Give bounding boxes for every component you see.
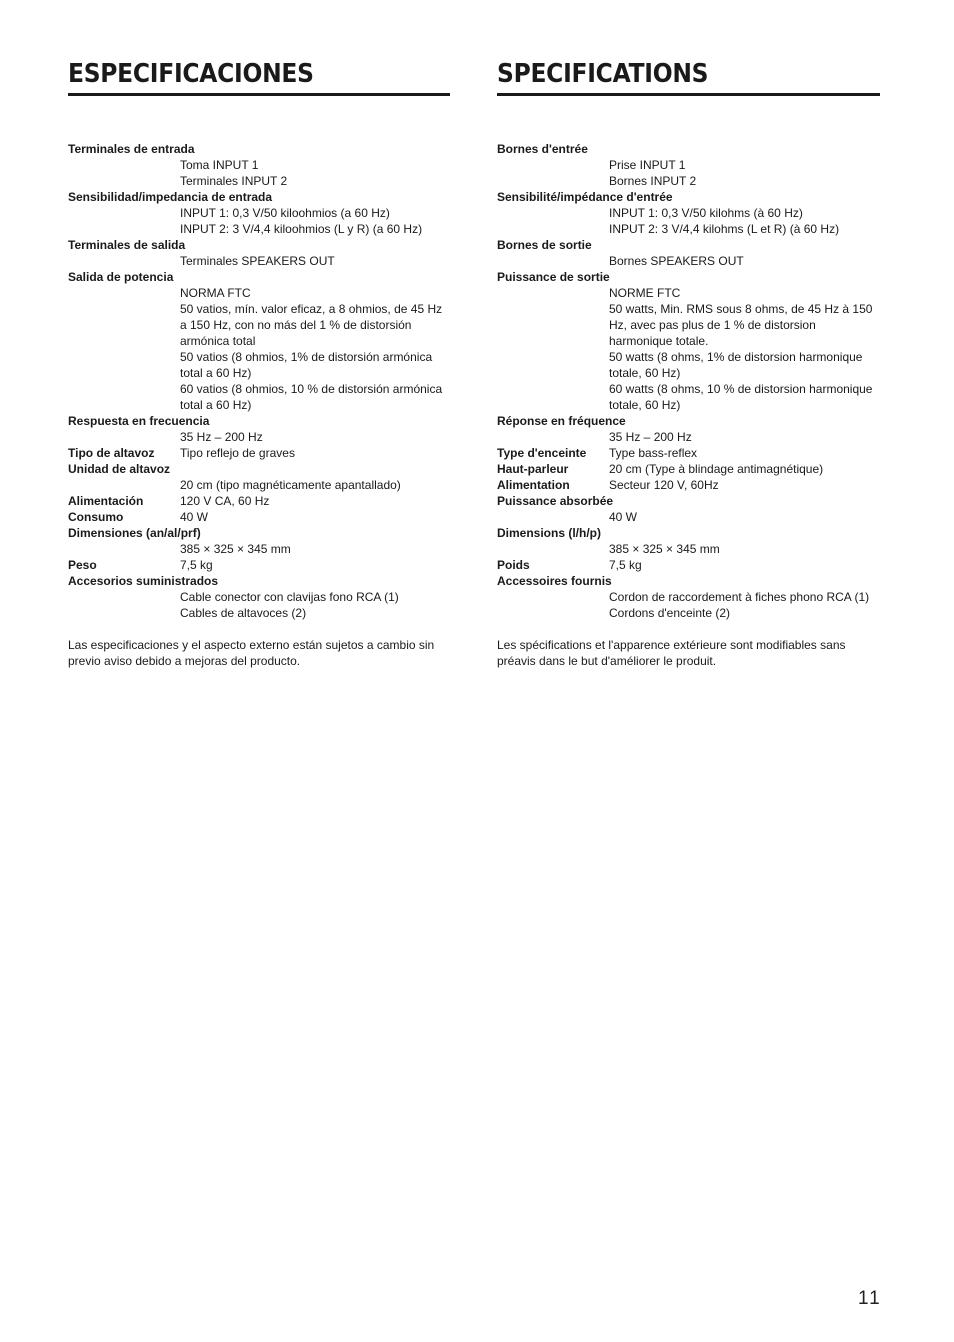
spec-label: Haut-parleur <box>497 462 569 476</box>
spec-value: Secteur 120 V, 60Hz <box>609 478 719 492</box>
spec-value: Prise INPUT 1 <box>609 158 686 172</box>
spec-item <box>497 557 880 573</box>
spec-value: NORMA FTC <box>180 286 251 300</box>
spec-values <box>609 509 880 525</box>
spanish-spec-list <box>68 141 450 621</box>
spec-value: Toma INPUT 1 <box>180 158 259 172</box>
spec-label: Puissance de sortie <box>497 270 610 284</box>
spec-value: 40 W <box>609 510 638 524</box>
spec-values <box>609 285 880 413</box>
spec-value: 60 watts (8 ohms, 10 % de distorsion harmonique totale, 60 Hz) <box>609 382 873 412</box>
spanish-column <box>68 58 450 681</box>
spec-value: INPUT 2: 3 V/4,4 kilohms (L et R) (à 60 Hz) <box>609 222 840 236</box>
spec-value: 60 vatios (8 ohmios, 10 % de distorsión armónica total a 60 Hz) <box>180 382 443 412</box>
french-title: SPECIFICATIONS <box>497 59 709 89</box>
spec-value: Cables de altavoces (2) <box>180 606 307 620</box>
spanish-title: ESPECIFICACIONES <box>68 59 314 89</box>
spec-values <box>180 157 450 189</box>
spec-value: Terminales SPEAKERS OUT <box>180 254 335 268</box>
spec-values <box>180 493 450 509</box>
spec-values <box>609 589 880 621</box>
spec-item <box>68 141 450 189</box>
spec-value: 7,5 kg <box>180 558 213 572</box>
spec-label: Type d'enceinte <box>497 446 587 460</box>
spec-values <box>609 429 880 445</box>
spec-value: Terminales INPUT 2 <box>180 174 288 188</box>
spec-values <box>609 557 880 573</box>
spec-value: 120 V CA, 60 Hz <box>180 494 270 508</box>
spec-item <box>497 413 880 445</box>
spec-values <box>180 205 450 237</box>
spec-value: 35 Hz – 200 Hz <box>180 430 263 444</box>
spec-value: Bornes INPUT 2 <box>609 174 697 188</box>
spec-values <box>180 557 450 573</box>
spec-values <box>180 509 450 525</box>
spec-item <box>68 237 450 269</box>
spec-label: Poids <box>497 558 530 572</box>
spec-value: NORME FTC <box>609 286 681 300</box>
spec-value: 50 vatios (8 ohmios, 1% de distorsión armónica total a 60 Hz) <box>180 350 433 380</box>
spanish-title-rule <box>68 93 450 96</box>
spec-value: 50 watts, Min. RMS sous 8 ohms, de 45 Hz à 150 Hz, avec pas plus de 1 % de distorsion harmonique totale. <box>609 302 873 348</box>
spec-label: Réponse en fréquence <box>497 414 626 428</box>
spec-value: INPUT 1: 0,3 V/50 kiloohmios (a 60 Hz) <box>180 206 390 220</box>
spec-value: Type bass-reflex <box>609 446 698 460</box>
french-disclaimer: Les spécifications et l'apparence extérieure sont modifiables sans préavis dans le but d'améliorer le produit. <box>497 638 846 668</box>
spec-item <box>68 493 450 509</box>
spec-item <box>497 461 880 477</box>
spec-value: 20 cm (Type à blindage antimagnétique) <box>609 462 824 476</box>
spec-values <box>180 253 450 269</box>
page-number: 11 <box>858 1288 882 1309</box>
spec-label: Respuesta en frecuencia <box>68 414 210 428</box>
spec-label: Terminales de salida <box>68 238 186 252</box>
spec-values <box>180 429 450 445</box>
spec-value: 385 × 325 × 345 mm <box>180 542 291 556</box>
spec-label: Dimensiones (an/al/prf) <box>68 526 201 540</box>
spec-values <box>180 541 450 557</box>
spec-item <box>68 413 450 445</box>
spec-label: Alimentación <box>68 494 144 508</box>
spec-value: 50 vatios, mín. valor eficaz, a 8 ohmios, de 45 Hz a 150 Hz, con no más del 1 % de distorsión armónica total <box>180 302 443 348</box>
spec-label: Accesorios suministrados <box>68 574 219 588</box>
spec-values <box>180 477 450 493</box>
spec-value: 35 Hz – 200 Hz <box>609 430 692 444</box>
spec-value: 40 W <box>180 510 209 524</box>
spec-value: Cable conector con clavijas fono RCA (1) <box>180 590 399 604</box>
spec-item <box>497 493 880 525</box>
spec-item <box>68 445 450 461</box>
spec-item <box>68 509 450 525</box>
spec-values <box>609 461 880 477</box>
spec-item <box>497 573 880 621</box>
spec-value: INPUT 1: 0,3 V/50 kilohms (à 60 Hz) <box>609 206 803 220</box>
french-spec-list <box>497 141 880 621</box>
spec-label: Puissance absorbée <box>497 494 614 508</box>
spec-values <box>609 157 880 189</box>
spec-label: Sensibilité/impédance d'entrée <box>497 190 673 204</box>
french-column <box>497 58 880 681</box>
spec-value: 50 watts (8 ohms, 1% de distorsion harmonique totale, 60 Hz) <box>609 350 863 380</box>
spec-label: Terminales de entrada <box>68 142 195 156</box>
spec-values <box>609 205 880 237</box>
spec-item <box>497 237 880 269</box>
spec-value: 7,5 kg <box>609 558 642 572</box>
spec-label: Bornes d'entrée <box>497 142 588 156</box>
spec-label: Consumo <box>68 510 124 524</box>
spec-value: Cordon de raccordement à fiches phono RCA (1) <box>609 590 870 604</box>
spec-label: Salida de potencia <box>68 270 174 284</box>
spec-value: INPUT 2: 3 V/4,4 kiloohmios (L y R) (a 60 Hz) <box>180 222 423 236</box>
spec-label: Dimensions (l/h/p) <box>497 526 602 540</box>
spec-label: Sensibilidad/impedancia de entrada <box>68 190 273 204</box>
spec-label: Unidad de altavoz <box>68 462 171 476</box>
spec-value: Tipo reflejo de graves <box>180 446 295 460</box>
spec-item <box>497 445 880 461</box>
spec-values <box>609 541 880 557</box>
spec-item <box>68 525 450 557</box>
spec-item <box>68 269 450 413</box>
spec-values <box>609 253 880 269</box>
spec-value: 20 cm (tipo magnéticamente apantallado) <box>180 478 401 492</box>
spec-item <box>497 525 880 557</box>
spec-value: Bornes SPEAKERS OUT <box>609 254 744 268</box>
spec-values <box>180 445 450 461</box>
spec-item <box>68 557 450 573</box>
spec-item <box>68 461 450 493</box>
spanish-disclaimer: Las especificaciones y el aspecto externo están sujetos a cambio sin previo aviso debido a mejoras del producto. <box>68 638 435 668</box>
spec-item <box>68 573 450 621</box>
spec-item <box>497 477 880 493</box>
spec-item <box>68 189 450 237</box>
spec-label: Bornes de sortie <box>497 238 592 252</box>
spec-item <box>497 141 880 189</box>
spec-label: Peso <box>68 558 97 572</box>
spec-values <box>180 589 450 621</box>
spec-item <box>497 189 880 237</box>
spec-value: 385 × 325 × 345 mm <box>609 542 720 556</box>
spec-values <box>609 445 880 461</box>
french-title-rule <box>497 93 880 96</box>
spec-values <box>609 477 880 493</box>
spec-label: Tipo de altavoz <box>68 446 155 460</box>
spec-values <box>180 285 450 413</box>
spec-label: Accessoires fournis <box>497 574 612 588</box>
spec-value: Cordons d'enceinte (2) <box>609 606 731 620</box>
spec-item <box>497 269 880 413</box>
spec-label: Alimentation <box>497 478 570 492</box>
